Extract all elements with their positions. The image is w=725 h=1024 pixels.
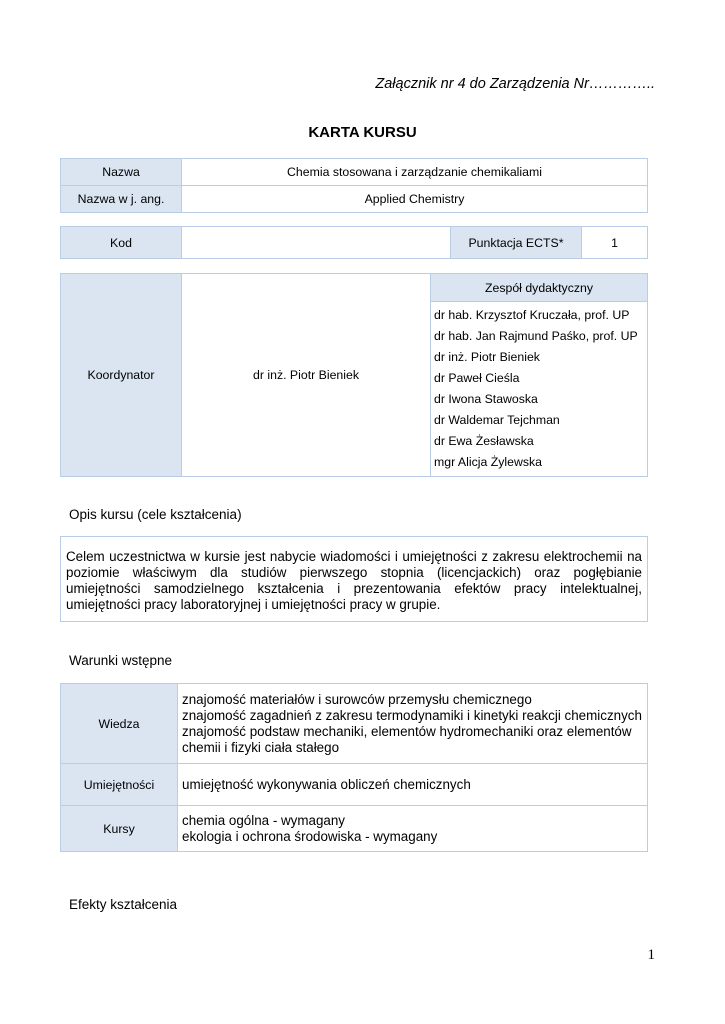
- team-table: [60, 273, 648, 477]
- courses-line: ekologia i ochrona środowiska - wymagany: [182, 828, 438, 844]
- code-value: [182, 227, 451, 259]
- knowledge-line: znajomość materiałów i surowców przemysłu chemicznego: [182, 691, 532, 707]
- team-member: mgr Alicja Żylewska: [434, 455, 542, 469]
- knowledge-line: znajomość podstaw mechaniki, elementów hydromechaniki oraz elementów chemii i fizyki ciała stałego: [182, 723, 632, 755]
- name-value: Chemia stosowana i zarządzanie chemikaliami: [182, 159, 648, 186]
- team-member: dr hab. Krzysztof Kruczała, prof. UP: [434, 308, 630, 322]
- team-member: dr Waldemar Tejchman: [434, 413, 560, 427]
- team-member: dr hab. Jan Rajmund Paśko, prof. UP: [434, 329, 638, 343]
- skills-label: Umiejętności: [61, 764, 178, 806]
- description-box: Celem uczestnictwa w kursie jest nabycie wiadomości i umiejętności z zakresu elektrochemii na poziomie właściwym dla studiów pierwszego stopnia (licencjackich) oraz pogłębianie umiejętności samodzielnego kształcenia i prezentowania efektów pracy intelektualnej, umiejętności pracy laboratoryjnej i umiejętności pracy w grupie.: [60, 536, 648, 622]
- name-en-value: Applied Chemistry: [182, 186, 648, 213]
- outcomes-heading: Efekty kształcenia: [69, 897, 178, 912]
- courses-value: [178, 806, 648, 852]
- coordinator-value: dr inż. Piotr Bieniek: [182, 274, 431, 477]
- page-number: 1: [647, 947, 655, 963]
- knowledge-label: Wiedza: [61, 684, 178, 764]
- team-members: [431, 302, 648, 477]
- coordinator-label: Koordynator: [61, 274, 182, 477]
- team-member: dr Paweł Cieśla: [434, 371, 520, 385]
- annex-reference: Załącznik nr 4 do Zarządzenia Nr…………..: [375, 76, 655, 92]
- code-ects-table: [60, 226, 648, 259]
- ects-value: 1: [582, 227, 648, 259]
- courses-line: chemia ogólna - wymagany: [182, 812, 346, 828]
- skills-line: umiejętność wykonywania obliczeń chemicznych: [182, 776, 471, 792]
- skills-value: [178, 764, 648, 806]
- team-member: dr Ewa Żesławska: [434, 434, 534, 448]
- knowledge-value: [178, 684, 648, 764]
- team-label: Zespół dydaktyczny: [431, 274, 648, 302]
- page-title: KARTA KURSU: [308, 124, 417, 141]
- course-name-table: [60, 158, 648, 213]
- name-label: Nazwa: [61, 159, 182, 186]
- team-member: dr inż. Piotr Bieniek: [434, 350, 540, 364]
- code-label: Kod: [61, 227, 182, 259]
- prerequisites-heading: Warunki wstępne: [69, 653, 173, 668]
- prerequisites-table: [60, 683, 648, 852]
- courses-label: Kursy: [61, 806, 178, 852]
- knowledge-line: znajomość zagadnień z zakresu termodynamiki i kinetyki reakcji chemicznych: [182, 707, 642, 723]
- team-member: dr Iwona Stawoska: [434, 392, 538, 406]
- ects-label: Punktacja ECTS*: [451, 227, 582, 259]
- name-en-label: Nazwa w j. ang.: [61, 186, 182, 213]
- description-heading: Opis kursu (cele kształcenia): [69, 507, 242, 522]
